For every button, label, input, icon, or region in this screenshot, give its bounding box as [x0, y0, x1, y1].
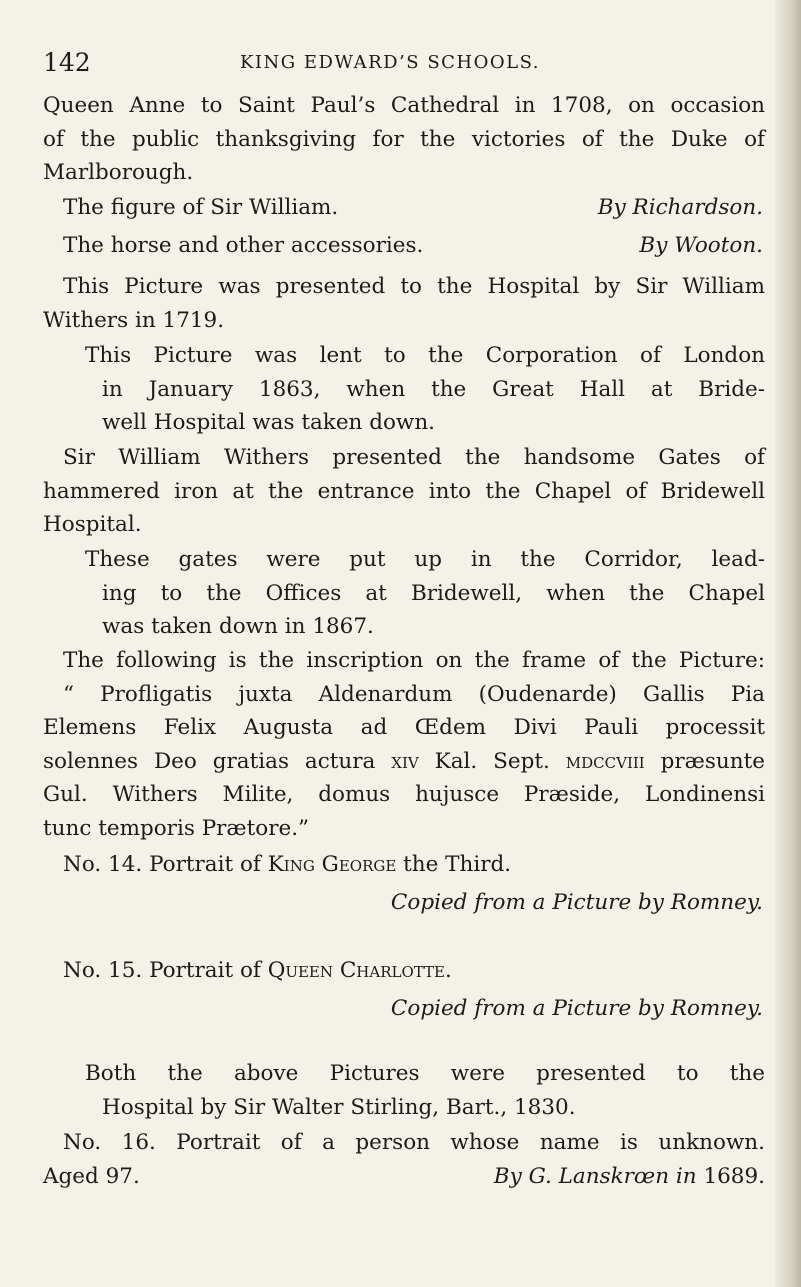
text-run: præsunte — [644, 748, 765, 774]
credit-subject: The figure of Sir William. — [63, 195, 339, 220]
note-gates — [85, 543, 765, 644]
text-run: Kal. Sept. — [418, 748, 566, 774]
text-line: Elemens Felix Augusta ad Œdem Divi Pauli processit — [43, 715, 765, 740]
paragraph-presentation — [43, 270, 765, 337]
text-line: Withers in 1719. — [43, 307, 225, 333]
entry-credit — [494, 1160, 765, 1194]
entry-portrait-14 — [63, 848, 763, 919]
text-line: Sir William Withers presented the handsome Gates of — [63, 445, 765, 470]
text-run: No. 14. Portrait of — [63, 852, 268, 877]
text-line: This Picture was presented to the Hospital by Sir William — [63, 274, 765, 299]
text-line: was taken down in 1867. — [102, 614, 374, 639]
text-line: tunc temporis Prætore.” — [43, 815, 310, 841]
entry-credit: Copied from a Picture by Romney. — [390, 889, 763, 915]
entry-title — [63, 848, 763, 882]
roman-numeral-year: mdccviii — [565, 748, 645, 774]
text-line: hammered iron at the entrance into the Chapel of Bridewell — [43, 478, 765, 504]
paragraph-dedication — [43, 89, 765, 190]
text-line: Hospital by Sir Walter Stirling, Bart., 1830. — [102, 1094, 576, 1120]
sitter-name: King George — [267, 852, 397, 877]
entry-portrait-16 — [43, 1126, 765, 1193]
paragraph-gates — [43, 441, 765, 542]
text-line: This Picture was lent to the Corporation of London — [85, 343, 765, 368]
note-stirling — [85, 1025, 765, 1124]
entry-credit: Copied from a Picture by Romney. — [390, 995, 763, 1021]
text-line: well Hospital was taken down. — [102, 410, 436, 435]
paragraph-inscription — [43, 644, 765, 845]
text-line: These gates were put up in the Corridor, lead- — [85, 547, 765, 572]
text-line: The following is the inscription on the frame of the Picture: — [63, 648, 765, 673]
text-run: the Third. — [396, 852, 512, 877]
entry-title: No. 16. Portrait of a person whose name is unknown. — [63, 1130, 765, 1155]
text-run: solennes Deo gratias actura — [43, 748, 392, 774]
entry-title — [63, 954, 763, 988]
text-line: ing to the Offices at Bridewell, when the Chapel — [102, 580, 765, 606]
note-loan — [85, 339, 765, 440]
text-run: No. 15. Portrait of — [63, 958, 268, 983]
credit-artist: By Wooton. — [639, 233, 763, 258]
text-line: Gul. Withers Milite, domus hujusce Præside, Londinensi — [43, 782, 765, 807]
text-line: Hospital. — [43, 512, 142, 537]
credit-horse — [63, 229, 763, 263]
entry-portrait-15 — [63, 954, 763, 1025]
roman-numeral-day: xiv — [391, 748, 419, 774]
sitter-age: Aged 97. — [43, 1163, 140, 1189]
credit-artist: By G. Lanskrœn in — [493, 1163, 697, 1189]
text-line: Queen Anne to Saint Paul’s Cathedral in 1708, on occasion — [43, 93, 765, 118]
text-line — [43, 1160, 765, 1194]
text-line: in January 1863, when the Great Hall at Bride- — [102, 376, 765, 402]
text-line: “ Profligatis juxta Aldenardum (Oudenarde) Gallis Pia — [63, 681, 765, 707]
credit-artist: By Richardson. — [597, 195, 763, 220]
credit-year: 1689. — [696, 1163, 765, 1189]
page-header — [0, 48, 801, 78]
credit-figure — [63, 191, 763, 225]
text-line — [43, 745, 765, 779]
text-line: of the public thanksgiving for the victories of the Duke of — [43, 126, 765, 152]
text-line: Both the above Pictures were presented to the — [85, 1061, 765, 1086]
text-line: Marlborough. — [43, 160, 194, 185]
running-title: KING EDWARD’S SCHOOLS. — [239, 52, 541, 73]
page-number: 142 — [43, 48, 91, 77]
credit-subject: The horse and other accessories. — [63, 233, 424, 258]
sitter-name: Queen Charlotte. — [267, 958, 452, 983]
